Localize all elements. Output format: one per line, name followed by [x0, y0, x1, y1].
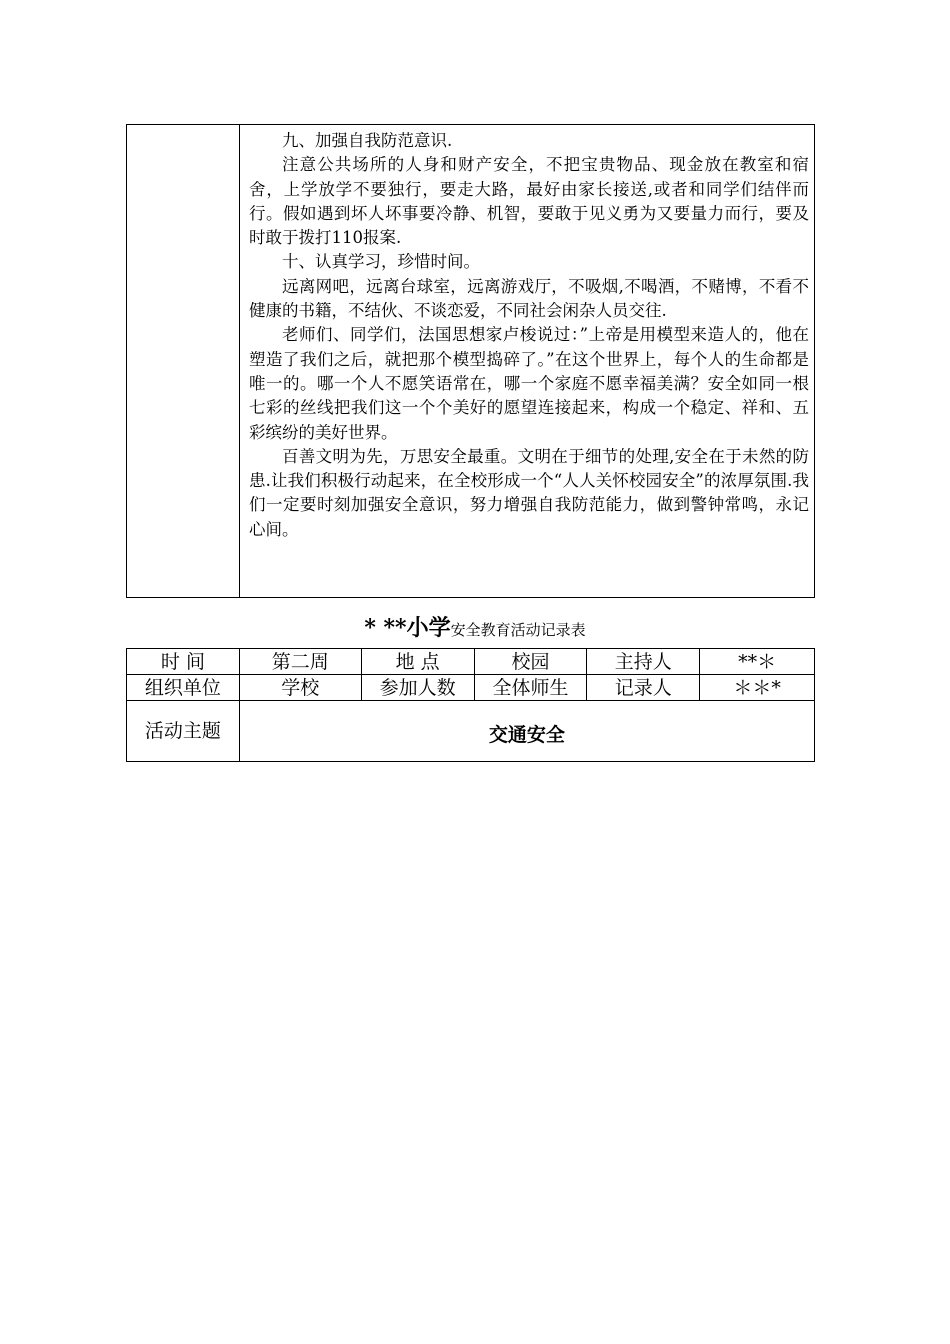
org-label: 组织单位 — [127, 675, 240, 701]
record-subtitle: 安全教育活动记录表 — [450, 621, 586, 639]
time-value: 第二周 — [239, 649, 361, 675]
theme-value-cell — [239, 701, 814, 762]
recorder-value: ＊＊* — [700, 675, 815, 701]
host-value: **＊ — [700, 649, 815, 675]
paragraph: 远离网吧，远离台球室，远离游戏厅，不吸烟,不喝酒，不赌博，不看不健康的书籍，不结伙、不谈恋爱，不同社会闲杂人员交往. — [249, 276, 809, 321]
table-row — [127, 649, 815, 675]
recorder-label: 记录人 — [587, 675, 700, 701]
count-label: 参加人数 — [361, 675, 474, 701]
content-cell — [249, 129, 809, 542]
org-value: 学校 — [239, 675, 361, 701]
table-row — [127, 675, 815, 701]
place-label: 地 点 — [361, 649, 474, 675]
paragraph: 老师们、同学们，法国思想家卢梭说过：”上帝是用模型来造人的，他在塑造了我们之后，就把那个模型捣碎了。”在这个世界上，每个人的生命都是唯一的。哪一个人不愿笑语常在，哪一个家庭不愿幸福美满？安全如同一根七彩的丝线把我们这一个个美好的愿望连接起来，构成一个稳定、祥和、五彩缤纷的美好世界。 — [249, 325, 809, 442]
count-value: 全体师生 — [474, 675, 587, 701]
school-name: * **小学 — [364, 615, 451, 641]
place-value: 校园 — [474, 649, 587, 675]
content-table-left-cell — [127, 125, 240, 597]
paragraph: 十、认真学习，珍惜时间。 — [282, 252, 480, 272]
paragraph: 九、加强自我防范意识. — [282, 131, 453, 150]
content-table — [126, 124, 815, 598]
host-label: 主持人 — [587, 649, 700, 675]
paragraph: 注意公共场所的人身和财产安全，不把宝贵物品、现金放在教室和宿舍，上学放学不要独行，要走大路，最好由家长接送,或者和同学们结伴而行。假如遇到坏人坏事要冷静、机智，要敢于见义勇为又要量力而行，要及时敢于拨打110报案. — [249, 155, 809, 248]
theme-value: 交通安全 — [488, 724, 565, 746]
record-table-title — [0, 611, 950, 642]
time-label: 时 间 — [127, 649, 240, 675]
theme-label: 活动主题 — [127, 701, 240, 762]
table-row — [127, 701, 815, 762]
activity-record-table — [126, 648, 815, 762]
paragraph: 百善文明为先，万思安全最重。文明在于细节的处理,安全在于未然的防患.让我们积极行动起来，在全校形成一个“人人关怀校园安全”的浓厚氛围.我们一定要时刻加强安全意识，努力增强自我防范能力，做到警钟常鸣，永记心间。 — [249, 446, 809, 539]
